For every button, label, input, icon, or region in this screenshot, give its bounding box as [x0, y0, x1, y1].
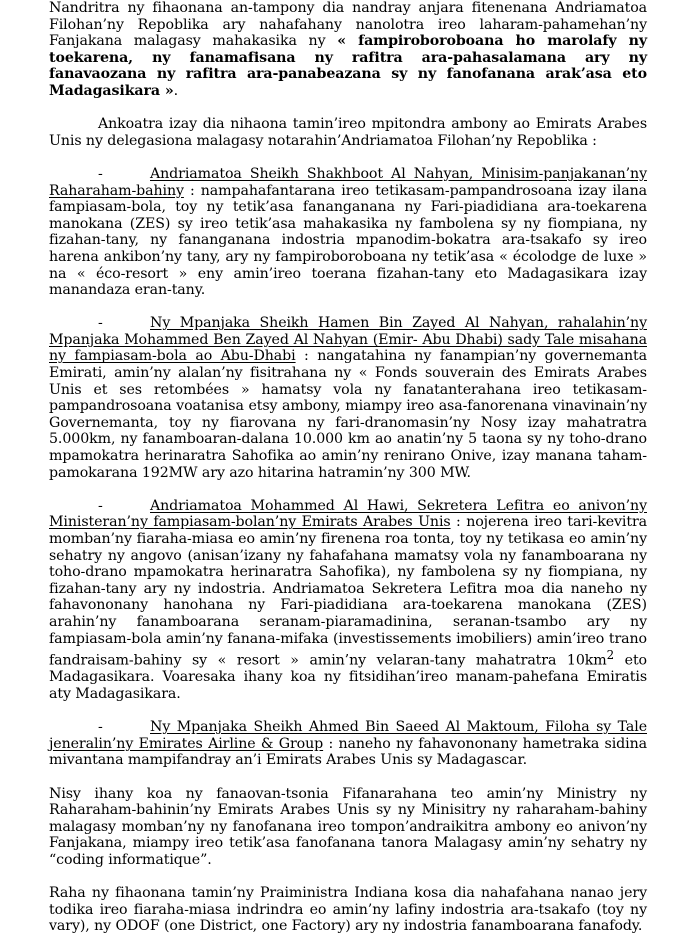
- intro-text: Nandritra ny fihaonana an-tampony dia nandray anjara fitenenana Andriamatoa Filohan’ny Repoblika ary nahafahany nanolotra ireo laharam-pahamehan’ny Fanjakana malagasy mahakasika ny: [49, 0, 647, 50]
- meeting-item-hamen: [49, 315, 647, 481]
- meeting-person-name: Ny Mpanjaka Sheikh Hamen Bin Zayed Al Nahyan, rahalahin’ny Mpanjaka Mohammed Ben Zayed Al Nahyan (Emir- Abu Dhabi) sady Tale misahana ny fampiasam-bola ao Abu-Dhabi: [49, 315, 647, 365]
- intro-paragraph: [49, 0, 647, 100]
- meeting-person-name: Ny Mpanjaka Sheikh Ahmed Bin Saeed Al Maktoum, Filoha sy Tale jeneralin’ny Emirates Airline & Group: [49, 719, 647, 752]
- meeting-description-end: eto Madagasikara. Voaresaka ihany koa ny fitsidihan’ireo manam-pahefana Emiratis aty Madagasikara.: [49, 652, 647, 703]
- meeting-description: : nojerena ireo tari-kevitra momban’ny fiaraha-miasa eo amin’ny firenena roa tonta, toy ny tetikasa eo amin’ny sehatry ny angovo (anisan’izany ny fahafahana mamatsy vola ny fanamboarana ny toho-drano mpamokatra herinaratra Sahofika), ny fambolena sy ny fiompiana, ny fizahan-tany ary ny indostria. Andriamatoa Sekretera Lefitra moa dia naneho ny fahavononany hanohana ny Fari-piadidiana ara-toekarena manokana (ZES) arahin’ny fanamboarana seranam-piaramadinina, seranan-tsambo ary ny fampiasam-bola amin’ny fanana-mifaka (investissements imobiliers) amin’ireo trano fandraisam-bahiny sy « resort » amin’ny velaran-tany mahatratra 10km: [49, 514, 647, 669]
- intro-end: .: [173, 82, 179, 99]
- meeting-item-shakhboot: [49, 166, 647, 299]
- meeting-item-maktoum: [49, 719, 647, 769]
- meeting-person-name: Andriamatoa Sheikh Shakhboot Al Nahyan, Minisim-panjakanan’ny Raharaham-bahiny: [49, 165, 647, 199]
- superscript-two: 2: [606, 648, 615, 663]
- meeting-item-hawi: [49, 498, 647, 703]
- bullet-dash: -: [98, 497, 103, 514]
- bullet-dash: -: [98, 719, 103, 736]
- bullet-dash: -: [98, 165, 103, 182]
- meeting-description: : naneho ny fahavononany hametraka sidina mivantana mampifandray an’i Emirats Arabes Unis sy Madagascar.: [49, 735, 647, 769]
- intro-priorities-bold: « fampiroboroboana ho marolafy ny toekarena, ny fanamafisana ny rafitra ara-pahasalamana ary ny fanavaozana ny rafitra ara-panabeazana sy ny fanofanana arak’asa eto Madagasikara »: [49, 33, 647, 99]
- meeting-description: : nampahafantarana ireo tetikasam-pampandrosoana izay ilana fampiasam-bola, toy ny tetik’asa fananganana ny Fari-piadidiana ara-toekarena manokana (ZES) sy ireo tetik’asa mahakasika ny fambolena sy ny fiompiana, ny fizahan-tany, ny fananganana indostria mpanodim-bokatra ara-tsakafo sy ireo harena ankibon’ny tany, ary ny fampiroboroboana ny tetik’asa « écolodge de luxe » na « éco-resort » eny amin’ireo toerana fizahan-tany eto Madagasikara izay manandaza eran-tany.: [49, 182, 647, 299]
- bullet-dash: -: [98, 315, 103, 332]
- india-meeting-paragraph: Raha ny fihaonana tamin’ny Praiministra Indiana kosa dia nahafahana nanao jery todika ireo fiaraha-miasa indrindra eo amin’ny lafiny indostria ara-tsakafo (toy ny vary), ny ODOF (one District, one Factory) ary ny indostria fanamboarana fanafody.: [49, 885, 647, 935]
- meeting-description: : nangatahina ny fanampian’ny governemanta Emirati, amin’ny alalan’ny fisitrahana ny « Fonds souverain des Emirats Arabes Unis et ses retombées » hamatsy vola ny fanatanterahana ireo tetikasam-pampandrosoana voatanisa etsy ambony, miampy ireo asa-fanorenana vinavinain’ny Governemanta, toy ny fiarovana ny fari-dranomasin’ny Nosy izay mahatratra 5.000km, ny fanamboaran-dalana 10.000 km ao anatin’ny 5 taona sy ny toho-drano mpamokatra herinaratra Sahofika ao amin’ny renirano Onive, izay manana taham-pamokarana 192MW ary azo hitarina hatramin’ny 300 MW.: [49, 348, 647, 481]
- meeting-person-name: Andriamatoa Mohammed Al Hawi, Sekretera Lefitra eo anivon’ny Ministeran’ny fampiasam-bolan’ny Emirats Arabes Unis: [49, 497, 647, 531]
- ministries-agreement-paragraph: Nisy ihany koa ny fanaovan-tsonia Fifanarahana teo amin’ny Ministry ny Raharaham-bahinin’ny Emirats Arabes Unis sy ny Minisitry ny raharaham-bahiny malagasy momban’ny ny fanofanana ireo tompon’andraikitra ambony eo anivon’ny Fanjakana, miampy ireo tetik’asa fanofanana tanora Malagasy amin’ny sehatry ny “coding informatique”.: [49, 785, 647, 869]
- delegation-intro-paragraph: Ankoatra izay dia nihaona tamin’ireo mpitondra ambony ao Emirats Arabes Unis ny delegasiona malagasy notarahin’Andriamatoa Filohan’ny Repoblika :: [49, 116, 647, 149]
